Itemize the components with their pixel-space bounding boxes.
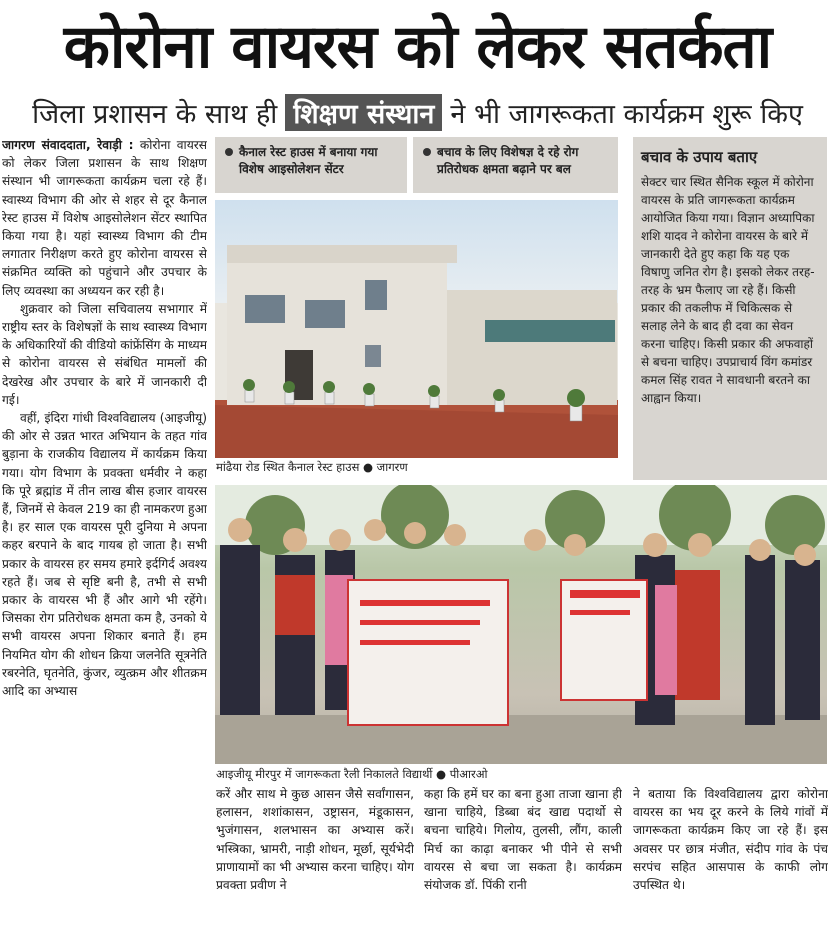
subheadline-after: ने भी जागरूकता कार्यक्रम शुरू किए: [450, 98, 803, 130]
sidebar-title: बचाव के उपाय बताए: [641, 148, 758, 166]
bottom-column-1: करें और साथ मे कुछ आसन जैसे सर्वांगासन, हलासन, शशांकासन, उष्ट्रासन, मंडूकासन, भुजंगासन, शलभासन का अभ्यास करें। भस्त्रिका, भ्रामरी, नाड़ी शोधन, मूर्छा, सूर्यभेदी प्राणायामों का भी अभ्यास करना चाहिए। योग प्रवक्ता प्रवीण ने: [216, 787, 414, 893]
left-paragraph-1: [2, 136, 207, 300]
left-paragraph-3: वहीं, इंदिरा गांधी विश्वविद्यालय (आइजीयू) की ओर से उन्नत भारत अभियान के तहत गांव बुड़ाना के राजकीय विद्यालय में कार्यक्रम किया गया। योग विभाग के प्रवक्ता धर्मवीर ने कहा कि पूरे ब्रह्मांड में तीन लाख बीस हजार वायरस हैं, जिनमें से केवल 219 का ही नामकरण हुआ है। हर साल एक वायरस पूरी दुनिया मे अपना कहर बरपाने के बाद गायब हो जाता है। सभी प्रकार के वायरस हर समय हमारे इर्दगिर्द अवश्य रहते हैं। जब से सृष्टि बनी है, तभी से सभी प्रकार के वायरस भी हैं और आगे भी रहेंगे। जिसका रोग प्रतिरोधक क्षमता कम है, उनको ये सभी वायरस अपना शिकार बनाते हैं। हम नियमित योग की शोधन क्रिया जलनेति सूत्रनेति रबरनेति, घृतनेति, कुंजर, व्युत्क्रम और शीतक्रम आदि का अभ्यास: [2, 411, 207, 699]
headline: कोरोना वायरस को लेकर सतर्कता: [63, 12, 772, 82]
rally-caption: आइजीयू मीरपुर में जागरूकता रैली निकालते विद्यार्थी ● पीआरओ: [216, 767, 488, 781]
bottom-column-3: ने बताया कि विश्वविद्यालय द्वारा कोरोना वायरस का भय दूर करने के लिये गांवों में जागरूकता कार्यक्रम किए जा रहे हैं। इस अवसर पर छात्र मंजीत, संदीप गांव के पंच सरपंच सहित आसपास के काफी लोग उपस्थित थे।: [633, 787, 828, 893]
subheadline: [0, 92, 835, 132]
subheadline-before: जिला प्रशासन के साथ ही: [32, 98, 278, 130]
left-paragraph-2: शुक्रवार को जिला सचिवालय सभागार में राष्ट्रीय स्तर के विशेषज्ञों के साथ स्वास्थ्य विभाग के अधिकारियों की वीडियो कांफ्रेंसिंग के माध्यम से कोरोना वायरस से संबंधित मामलों की देखरेख और उपचार के बारे में जानकारी दी गई।: [2, 301, 207, 407]
rally-illustration: [215, 485, 827, 764]
left-article-column: [2, 136, 207, 936]
bullet-text: कैनाल रेस्ट हाउस में बनाया गया विशेष आइसोलेशन सेंटर: [239, 145, 378, 176]
byline: जागरण संवाददाता, रेवाड़ी :: [2, 138, 134, 152]
bullet-icon: [225, 148, 233, 156]
bullet-icon: [423, 148, 431, 156]
highlight-bullet-isolation: [215, 137, 407, 193]
sidebar-box: [633, 137, 827, 480]
rest-house-illustration: [215, 200, 618, 458]
bullet-text: बचाव के लिए विशेषज्ञ दे रहे रोग प्रतिरोधक क्षमता बढ़ाने पर बल: [437, 145, 579, 176]
rest-house-photo: [215, 200, 618, 458]
awareness-rally-photo: [215, 485, 827, 764]
left-paragraph-1-text: कोरोना वायरस को लेकर जिला प्रशासन के साथ शिक्षण संस्थान भी जागरूकता कार्यक्रम चला रहे हैं। स्वास्थ्य विभाग की ओर से शहर से दूर कैनाल रेस्ट हाउस में विशेष आइसोलेशन सेंटर स्थापित किया गया है। यहां स्वास्थ्य विभाग की टीम लगातार निरीक्षण करते हुए कोरोना वायरस से संक्रमित व्यक्ति को पहुंचाने और उपचार के लिए व्यवस्था का अध्ययन कर रही है।: [2, 138, 207, 298]
subheadline-highlight: शिक्षण संस्थान: [285, 94, 442, 131]
highlight-bullet-immunity: [413, 137, 618, 193]
rest-house-caption: मांढैया रोड स्थित कैनाल रेस्ट हाउस ● जागरण: [216, 460, 408, 474]
sidebar-text: सेक्टर चार स्थित सैनिक स्कूल में कोरोना वायरस के प्रति जागरूकता कार्यक्रम आयोजित किया गया। विज्ञान अध्यापिका शशि यादव ने कोरोना वायरस के बारे में जानकारी देते हुए कहा कि यह एक विषाणु जनित रोग है। इसको लेकर तरह-तरह के भ्रम फैलाए जा रहे हैं। किसी प्रकार की तकलीफ में चिकित्सक से सलाह लेने के बाद ही दवा का सेवन करना चाहिए। किसी प्रकार की अफवाहों से बचना चाहिए। उपप्राचार्य विंग कमांडर कमल सिंह रावत ने सावधानी बरतने का आह्वान किया।: [641, 175, 815, 405]
bottom-column-2: कहा कि हमें घर का बना हुआ ताजा खाना ही खाना चाहिये, डिब्बा बंद खाद्य पदार्थो से बचना चाहिये। गिलोय, तुलसी, लौंग, काली मिर्च का काढ़ा बनाकर भी पीने से सभी वायरस से बचा जा सकता है। कार्यक्रम संयोजक डॉ. पिंकी रानी: [424, 787, 622, 893]
